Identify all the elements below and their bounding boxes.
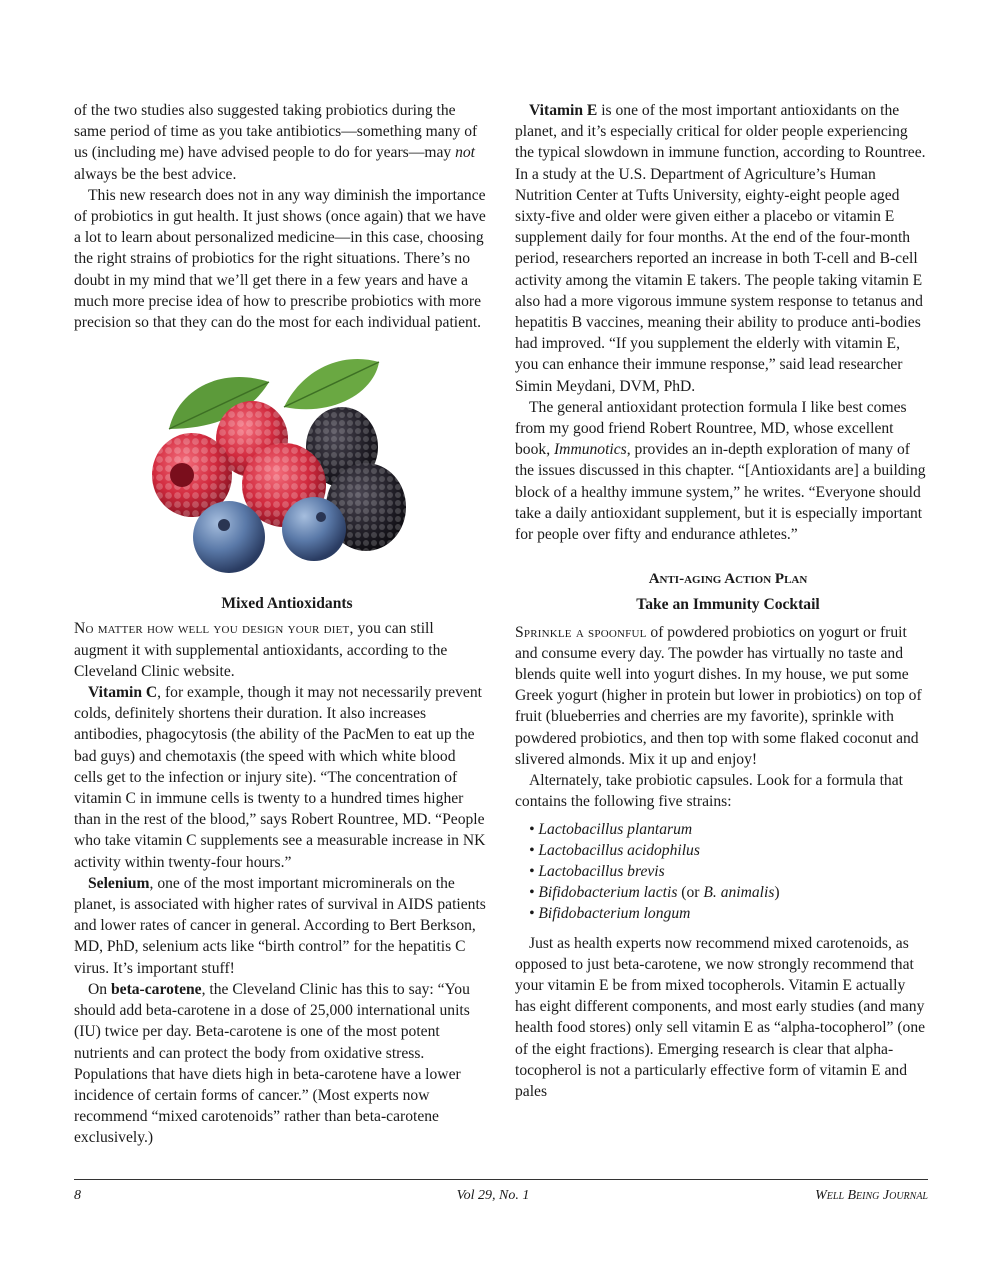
list-item: • Lactobacillus plantarum bbox=[529, 820, 693, 838]
paragraph: This new research does not in any way diminish the importance of probiotics in gut health. It just shows (once again) that we have a lot to learn about personalized medicine—in this case, choosing the right strains of probiotics for the right situations. There’s no doubt in my mind that we’ll get there in a few years and have a much more precise idea of how to prescribe probiotics with more precision so that they can do the most for each individual patient. bbox=[74, 186, 486, 332]
berries-image bbox=[74, 347, 486, 579]
issue-label: Vol 29, No. 1 bbox=[456, 1188, 530, 1203]
section-heading: Take an Immunity Cocktail bbox=[636, 596, 820, 614]
list-item: • Lactobacillus acidophilus bbox=[529, 841, 700, 859]
list-item: • Bifidobacterium lactis (or B. animalis) bbox=[529, 884, 780, 902]
journal-name: Well Being Journal bbox=[815, 1188, 928, 1203]
right-column bbox=[515, 100, 927, 1102]
footer-rule bbox=[74, 1179, 928, 1180]
list-item: • Bifidobacterium longum bbox=[529, 905, 691, 923]
paragraph: The general antioxidant protection formula I like best comes from my good friend Robert Rountree, MD, whose excellent book, Immunotics, provides an in-depth exploration of many of the issues discussed in this chapter. “[Antioxidants are] a building block of a healthy immune system,” he writes. “Everyone should take a daily antioxidant supplement, but it is especially important for people over fifty and endurance athletes.” bbox=[515, 398, 926, 544]
list-item: • Lactobacillus brevis bbox=[529, 862, 665, 880]
page-number: 8 bbox=[74, 1188, 81, 1203]
paragraph: On beta-carotene, the Cleveland Clinic has this to say: “You should add beta-carotene in a dose of 25,000 international units (IU) twice per day. Beta-carotene is one of the most potent nutrients and can protect the body from oxidative stress. Populations that have diets high in beta-carotene have a lower incidence of certain forms of cancer.” (Most experts now recommend “mixed carotenoids” rather than beta-carotene exclusively.) bbox=[74, 980, 470, 1147]
paragraph: No matter how well you design your diet, you can still augment it with supplemental antioxidants, according to the Cleveland Clinic website. bbox=[74, 620, 448, 680]
paragraph: Selenium, one of the most important microminerals on the planet, is associated with higher rates of survival in AIDS patients and lower rates of cancer in general. According to Bert Berkson, MD, PhD, selenium acts like “birth control” for the hepatitis C virus. It’s important stuff! bbox=[74, 874, 486, 977]
section-heading: Mixed Antioxidants bbox=[221, 595, 353, 613]
paragraph: Vitamin E is one of the most important antioxidants on the planet, and it’s especially critical for older people experiencing the typical slowdown in immune function, according to Rountree. In a study at the U.S. Department of Agriculture’s Human Nutrition Center at Tufts University, eighty-eight people aged sixty-five and older were given either a placebo or vitamin E supplement daily for four months. At the end of the four-month period, researchers reported an increase in both T-cell and B-cell activity among the vitamin E takers. The people taking vitamin E also had a more vigorous immune system response to tetanus and hepatitis B vaccines, meaning their ability to produce anti-bodies had improved. “If you supplement the elderly with vitamin E, you can enhance their immune response,” said lead researcher Simin Meydani, DVM, PhD. bbox=[515, 102, 926, 395]
sidebar-kicker: Anti-aging Action Plan bbox=[648, 571, 808, 588]
paragraph: Sprinkle a spoonful of powdered probiotics on yogurt or fruit and consume every day. The powder has virtually no taste and blends quite well into yogurt dishes. In my house, we put some Greek yogurt (higher in protein but lower in probiotics) on top of fruit (blueberries and cherries are my favorite), sprinkle with powdered probiotics, and then top with some flaked coconut and slivered almonds. Mix it up and enjoy! bbox=[515, 623, 922, 768]
paragraph: Vitamin C, for example, though it may not necessarily prevent colds, definitely shortens their duration. It also increases antibodies, phagocytosis (the ability of the PacMen to eat up the bad guys) and chemotaxis (the speed with which white blood cells get to the infection or injury site). “The concentration of vitamin C in immune cells is twenty to a hundred times higher than in the rest of the blood,” says Robert Rountree, MD. “People who take vitamin C supplements see a measurable increase in NK activity within twenty-four hours.” bbox=[74, 684, 486, 871]
paragraph: Alternately, take probiotic capsules. Look for a formula that contains the following five strains: bbox=[515, 772, 903, 811]
blueberry bbox=[193, 501, 265, 573]
paragraph: of the two studies also suggested taking probiotics during the same period of time as you take antibiotics—something many of us (including me) have advised people to do for years—may not always be the best advice. bbox=[74, 102, 478, 183]
left-column bbox=[74, 100, 486, 1149]
strain-list bbox=[529, 819, 927, 925]
blueberry bbox=[282, 497, 346, 561]
paragraph: Just as health experts now recommend mixed carotenoids, as opposed to just beta-carotene, we now strongly recommend that your vitamin E be from mixed tocopherols. Vitamin E actually has eight different components, and most early studies (and many health food stores) only sell vitamin E as “alpha-tocopherol” (one of the eight fractions). Emerging research is clear that alpha-tocopherol is not a particularly effective form of vitamin E and pales bbox=[515, 934, 926, 1100]
